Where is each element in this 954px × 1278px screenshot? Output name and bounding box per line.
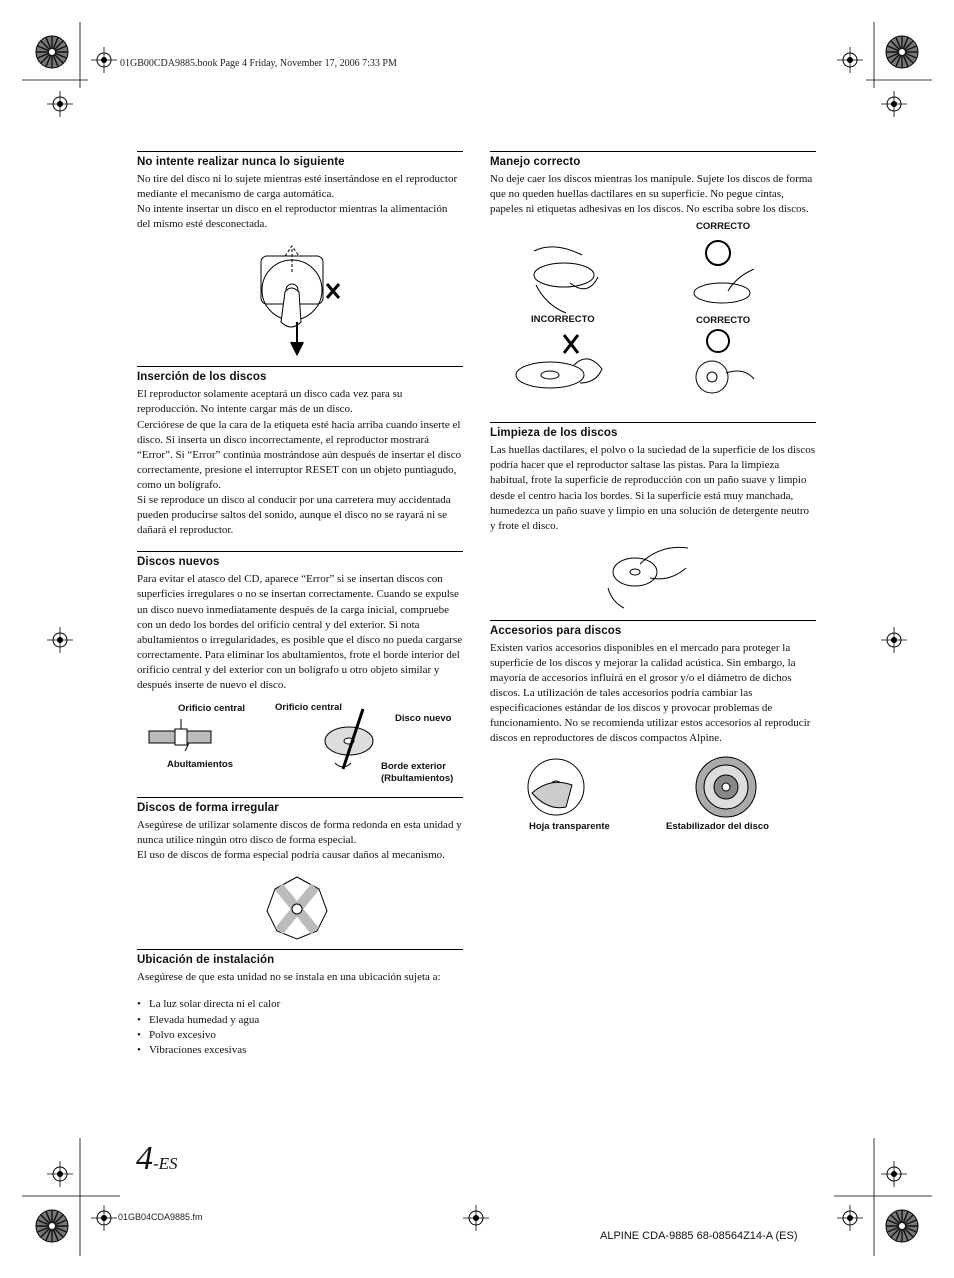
conditions-list <box>137 997 463 1058</box>
book-header: 01GB00CDA9885.book Page 4 Friday, November 17, 2006 7:33 PM <box>120 58 397 69</box>
label-rbultamientos: (Rbultamientos) <box>381 773 454 785</box>
list-item: • Vibraciones excesivas <box>137 1043 463 1058</box>
section-title: Ubicación de instalación <box>137 954 275 967</box>
figure-handling <box>490 217 816 422</box>
label-orificio-central: Orificio central <box>178 703 246 715</box>
figure-accessories <box>490 747 816 839</box>
label-orificio-central-2: Orificio central <box>275 702 343 714</box>
paragraph: Si se reproduce un disco al conducir por una carretera muy accidentada pueden producirse saltos del sonido, aunque el disco no se rayará ni se dañará el reproductor. <box>137 494 451 537</box>
figure-new-disc <box>137 693 463 797</box>
page-number-digit: 4 <box>136 1140 153 1177</box>
label-incorrecto: INCORRECTO <box>531 314 595 326</box>
paragraph: Para evitar el atasco del CD, aparece “Error” si se insertan discos con superficies irregulares o no se insertan correctamente. Cuando se expulse un disco nuevo inmediatamente después de la carga inicial, compruebe con un dedo los bordes del orificio central y del exterior. Si nota abultamientos o irregularidades, es posible que el disco no pueda cargarse correctamente. Para eliminar los abultamientos, frote el borde interior del orificio central y del exterior con un bolígrafo u otro objeto similar y después inserte de nuevo el disco. <box>137 573 463 691</box>
paragraph: No deje caer los discos mientras los manipule. Sujete los discos de forma que no queden huellas dactilares en su superficie. No pegue cintas, papeles ni etiquetas adhesivas en los discos. No escriba sobre los discos. <box>490 173 813 216</box>
label-correcto-1: CORRECTO <box>696 221 751 233</box>
figure-pull-disc <box>137 232 463 362</box>
section-accesorios <box>490 620 816 747</box>
section-discos-nuevos <box>137 551 463 693</box>
footer-model: ALPINE CDA-9885 68-08564Z14-A (ES) <box>600 1230 798 1242</box>
label-disco-nuevo: Disco nuevo <box>395 713 452 725</box>
label-abultamientos: Abultamientos <box>167 759 233 771</box>
label-hoja-transparente: Hoja transparente <box>529 820 610 832</box>
paragraph: No tire del disco ni lo sujete mientras esté insertándose en el reproductor mediante el mecanismo de carga automática. <box>137 173 458 201</box>
page-number-suffix: -ES <box>153 1154 178 1173</box>
paragraph: Asegúrese de utilizar solamente discos de forma redonda en esta unidad y nunca utilice ningún otro disco de forma especial. <box>137 819 462 847</box>
pull-disc-illustration <box>137 232 463 362</box>
list-item: • Polvo excesivo <box>137 1028 463 1043</box>
left-column <box>137 151 463 1059</box>
section-title: No intente realizar nunca lo siguiente <box>137 156 345 168</box>
section-insercion <box>137 366 463 538</box>
footer-filename: 01GB04CDA9885.fm <box>118 1212 203 1222</box>
section-title: Manejo correcto <box>490 156 581 168</box>
paragraph: Las huellas dactilares, el polvo o la suciedad de la superficie de los discos podría hacer que el reproductor saltase las pistas. Para la limpieza habitual, frote la superficie de reproducción con un paño suave y limpio desde el centro hacia los bordes. Si la superficie está muy manchada, humedezca un paño suave y limpio en una solución de detergente neutro y frote el disco. <box>490 444 816 532</box>
paragraph: No intente insertar un disco en el reproductor mientras la alimentación del mismo esté desconectada. <box>137 203 448 231</box>
paragraph: Cerciórese de que la cara de la etiqueta esté hacia arriba cuando inserte el disco. Si inserta un disco incorrectamente, el reproductor mostrará “Error”. Si “Error” continúa mostrándose aún después de insertar el disco correctamente, presione el interruptor RESET con un objeto puntiagudo, como un bolígrafo. <box>137 418 462 491</box>
section-title: Discos de forma irregular <box>137 802 279 815</box>
section-forma-irregular <box>137 797 463 863</box>
section-no-intente <box>137 151 463 232</box>
irregular-disc-illustration <box>137 863 463 947</box>
section-title: Limpieza de los discos <box>490 427 618 440</box>
label-correcto-2: CORRECTO <box>696 315 751 327</box>
section-ubicacion <box>137 949 463 1058</box>
label-borde-exterior: Borde exterior <box>381 761 446 773</box>
section-title: Discos nuevos <box>137 556 220 569</box>
section-title: Inserción de los discos <box>137 371 267 384</box>
list-item: • La luz solar directa ni el calor <box>137 997 463 1012</box>
section-title: Accesorios para discos <box>490 624 622 637</box>
paragraph: Asegúrese de que esta unidad no se instala en una ubicación sujeta a: <box>137 971 441 984</box>
right-column <box>490 151 816 839</box>
section-limpieza <box>490 422 816 534</box>
list-item: • Elevada humedad y agua <box>137 1013 463 1028</box>
paragraph: Existen varios accesorios disponibles en el mercado para proteger la superficie de los discos y mejorar la calidad acústica. Sin embargo, la mayoría de accesorios influirá en el grosor y/o el diámetro de dichos discos. La utilización de tales accesorios podría cambiar las especificaciones estándar de los discos y provocar problemas de funcionamiento. No se recomienda utilizar estos accesorios al reproducir discos en reproductores de discos compactos Alpine. <box>490 641 811 745</box>
paragraph: El uso de discos de forma especial podría causar daños al mecanismo. <box>137 849 445 862</box>
label-estabilizador: Estabilizador del disco <box>666 820 769 832</box>
paragraph: El reproductor solamente aceptará un disco cada vez para su reproducción. No intente cargar más de un disco. <box>137 388 403 416</box>
figure-cleaning <box>490 534 816 616</box>
page-number <box>136 1140 178 1178</box>
figure-irregular-disc <box>137 863 463 947</box>
section-manejo-correcto <box>490 151 816 217</box>
cleaning-illustration <box>490 534 816 616</box>
